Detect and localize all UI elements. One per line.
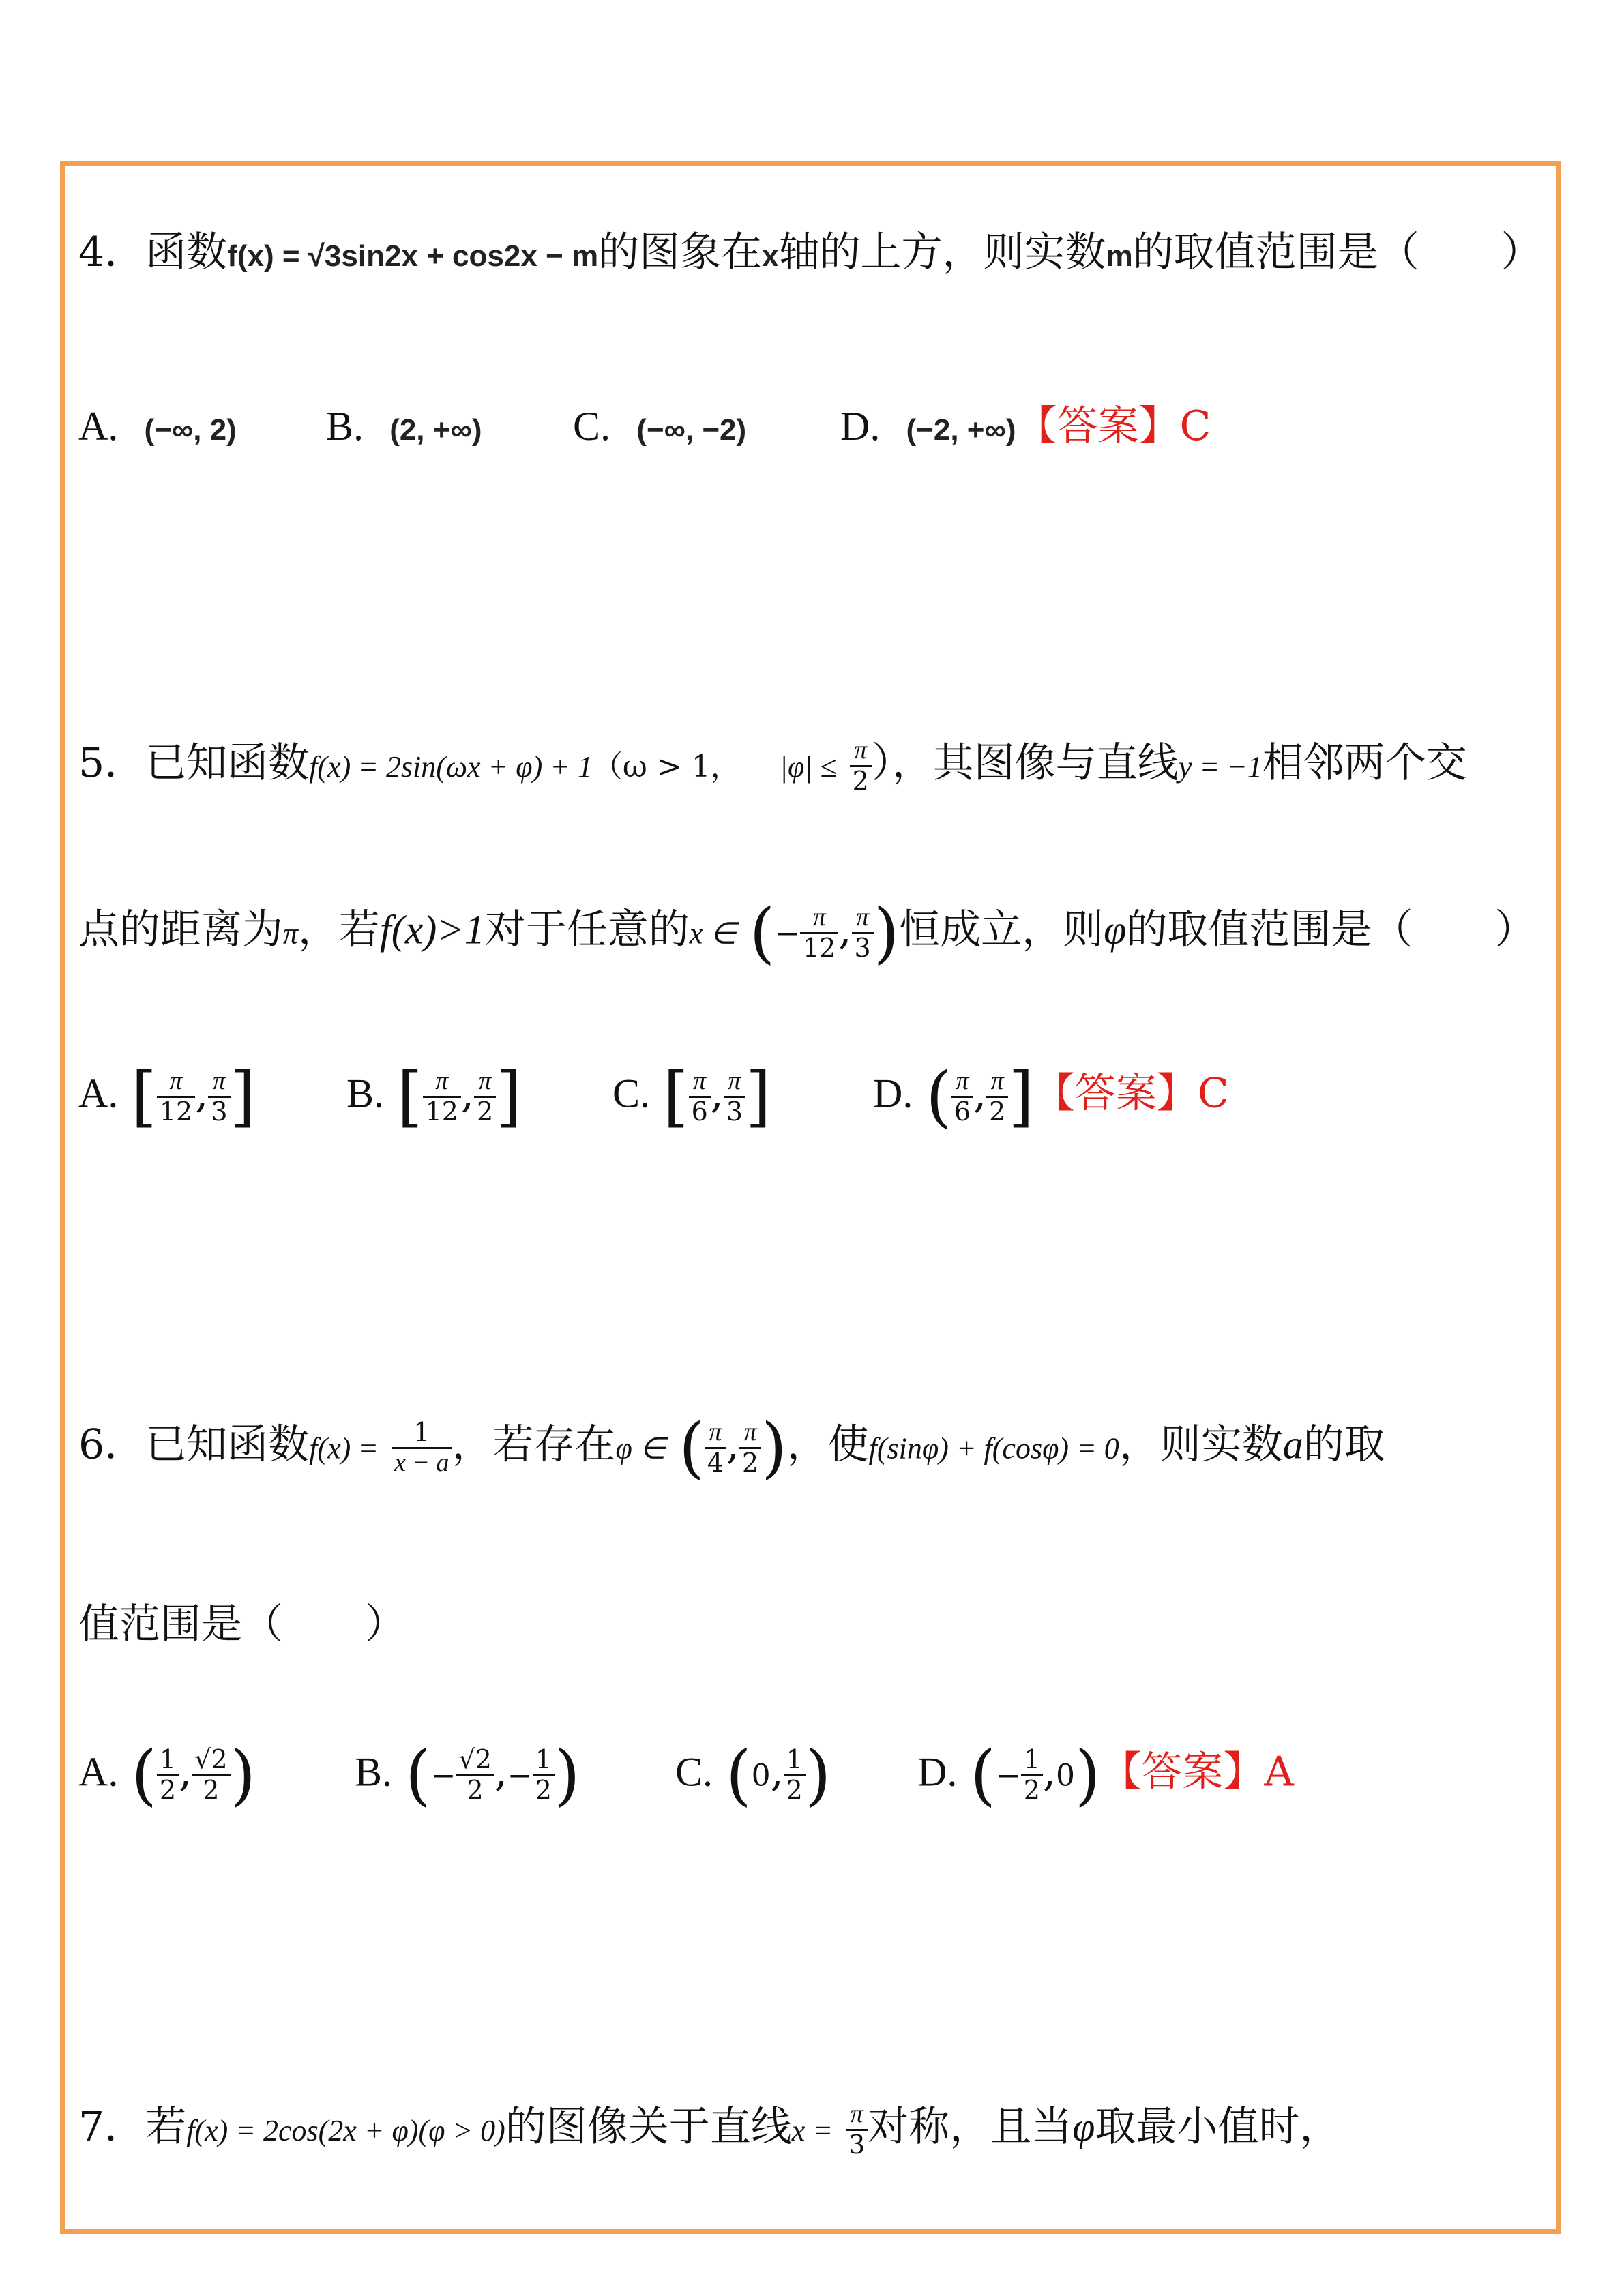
question-6-stem-line1: 6．已知函数f(x) = $\frac{1}{x - a}$ ，若存在φ ∈ ( $\frac{\pi}{4}$ , $\frac{\pi}{2}$ )，使f(sinφ) + f(cosφ) = 0，则实数a的取 xyxy=(78,1410,1385,1486)
q6-option-c: C. (0, $\frac{1}{2}$ ) xyxy=(675,1737,831,1813)
q4-answer: 【答案】C xyxy=(1016,402,1211,450)
q5-option-a: A. [ $\frac{\pi}{12}$ , $\frac{\pi}{3}$ ] xyxy=(78,1058,256,1135)
question-5-stem-line1: 5．已知函数f(x) = 2sin(ωx + φ) + 1（ω > 1， |φ| ≤ $\frac{\pi}{2}$ ），其图像与直线y = −1相邻两个交 xyxy=(78,736,1467,796)
q5-option-d: D. ( $\frac{\pi}{6}$ , $\frac{\pi}{2}$ ]【答案】C xyxy=(873,1058,1229,1135)
q6-option-a: A. ( $\frac{1}{2}$ , $\frac{√2}{2}$ ) xyxy=(78,1737,256,1813)
q6-option-b: B. (− $\frac{√2}{2}$ ,− $\frac{1}{2}$ ) xyxy=(355,1737,580,1813)
q4-formula: f(x) = √3sin2x + cos2x − m xyxy=(227,239,599,273)
page-frame xyxy=(60,161,1561,2234)
q5-cond-fraction: $\frac{\pi}{2}$ xyxy=(850,736,872,796)
q5-option-c: C. [ $\frac{\pi}{6}$ , $\frac{\pi}{3}$ ] xyxy=(612,1058,771,1135)
question-5-stem-line2: 点的距离为π，若f(x)>1对于任意的x ∈ (− $\frac{\pi}{12}$ , $\frac{\pi}{3}$ )恒成立，则φ的取值范围是（ ） xyxy=(78,895,1536,971)
q4-option-d: D. (−2, +∞)【答案】C xyxy=(840,402,1211,450)
q5-option-b: B. [ $\frac{\pi}{12}$ , $\frac{\pi}{2}$ ] xyxy=(346,1058,522,1135)
q4-option-b: B. (2, +∞) xyxy=(326,404,482,449)
question-6-stem-line2: 值范围是（ ） xyxy=(78,1600,406,1648)
q6-option-d: D. (− $\frac{1}{2}$ ,0)【答案】A xyxy=(917,1737,1294,1813)
q4-option-c: C. (−∞, −2) xyxy=(573,404,747,449)
question-7-stem: 7．若f(x) = 2cos(2x + φ)(φ > 0)的图像关于直线x = $\frac{\pi}{3}$ 对称，且当φ取最小值时， xyxy=(78,2100,1341,2160)
q4-option-a: A. (−∞, 2) xyxy=(78,404,237,449)
question-4-stem: 4．函数f(x) = √3sin2x + cos2x − m的图象在x轴的上方，则实数m的取值范围是（ ） xyxy=(78,228,1542,276)
q6-answer: 【答案】A xyxy=(1100,1748,1294,1796)
q5-answer: 【答案】C xyxy=(1033,1069,1229,1118)
